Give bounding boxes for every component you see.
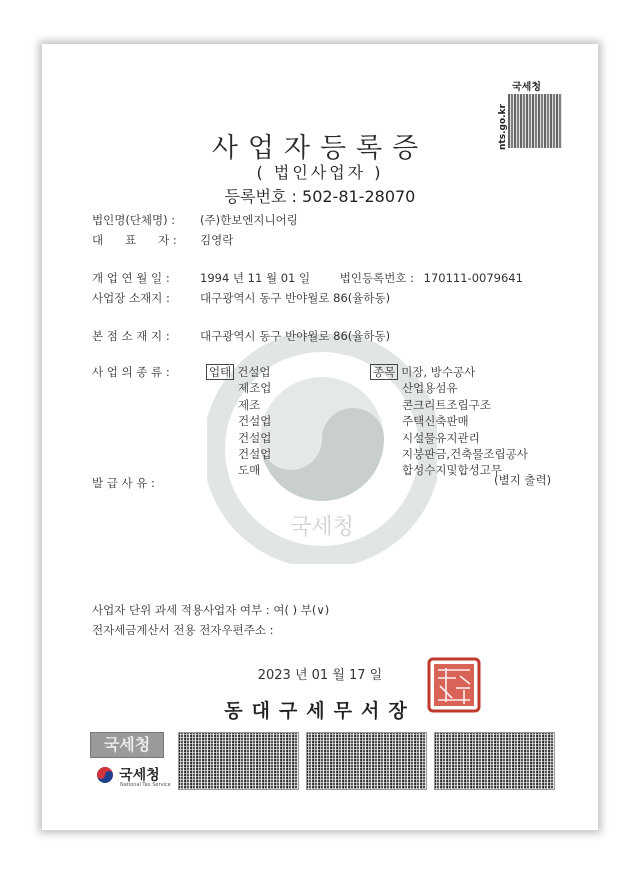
official-seal [426, 656, 482, 714]
open-date-row [92, 270, 523, 286]
nts-logo [96, 764, 171, 788]
hq-addr-row [92, 328, 390, 344]
rep-label: 대 표 자 : [92, 233, 177, 247]
registration-number: 등록번호 : 502-81-28070 [224, 187, 416, 206]
biz-type-tag: 업태 [206, 364, 234, 380]
business-type-row: 건설업 [238, 414, 272, 429]
biz-addr-row [92, 290, 390, 306]
business-item-row: 주택신축판매 [402, 414, 469, 429]
issue-note: (별지 출력) [494, 473, 552, 487]
business-type-row: 도매 [238, 463, 261, 478]
tax-office-name: 동대구세무서장 [224, 700, 416, 722]
biz-addr-label: 사업장 소재지 : [92, 291, 170, 305]
business-item: 미장, 방수공사 [401, 365, 476, 379]
corp-name-row [92, 212, 298, 228]
issue-date: 2023 년 01 월 17 일 [257, 668, 383, 683]
biz-item-tag: 종목 [370, 364, 398, 380]
site-url: nts.go.kr [497, 104, 508, 150]
business-items [370, 364, 528, 479]
certificate-subtitle: ( 법인사업자 ) [256, 163, 384, 182]
open-date-label: 개 업 연 월 일 : [92, 271, 170, 285]
business-type-row: 제조업 [238, 381, 272, 396]
business-item-row [370, 364, 528, 380]
corp-name: (주)한보엔지니어링 [200, 213, 298, 227]
rep-row [92, 232, 233, 248]
barcode-1 [178, 732, 299, 790]
nts-logo-english: National Tax Service [120, 781, 171, 788]
certificate-title: 사업자등록증 [211, 133, 429, 164]
nts-logo-icon [96, 766, 114, 784]
hq-addr: 대구광역시 동구 반야월로 86(율하동) [200, 329, 391, 343]
business-item-row: 산업용섬유 [402, 381, 458, 396]
business-type-row: 건설업 [238, 447, 272, 462]
nts-logo-name: 국세청 [119, 767, 160, 784]
email-line: 전자세금계산서 전용 전자우편주소 : [92, 623, 274, 637]
business-type-row: 건설업 [238, 430, 272, 445]
issue-reason-label: 발 급 사 유 : [92, 476, 155, 490]
biz-type-label: 사 업 의 종 류 : [92, 365, 170, 379]
certificate-sheet [42, 44, 598, 830]
business-item-row: 지붕판금,건축물조립공사 [402, 447, 528, 462]
business-type: 건설업 [237, 365, 271, 379]
biz-addr: 대구광역시 동구 반야월로 86(율하동) [200, 291, 391, 305]
watermark-text: 국세청 [290, 515, 354, 540]
business-item-row: 시설물유지관리 [402, 430, 480, 445]
business-type-row: 제조 [238, 397, 261, 412]
business-item-row: 콘크리트조립구조 [402, 397, 491, 412]
corp-reg-number: 170111-0079641 [423, 271, 523, 285]
rep-name: 김영락 [200, 233, 234, 247]
unit-tax-line: 사업자 단위 과세 적용사업자 여부 : 여( ) 부(∨) [92, 603, 330, 617]
agency-mark: 국세청 [512, 82, 541, 93]
barcode-3 [434, 732, 555, 790]
corp-name-label: 법인명(단체명) : [92, 213, 176, 227]
business-item-row: 합성수지및합성고무 [402, 463, 502, 478]
bottom-stamp: 국세청 [90, 732, 164, 758]
corp-reg-label: 법인등록번호 : [339, 271, 414, 285]
hq-addr-label: 본 점 소 재 지 : [92, 329, 170, 343]
open-date: 1994 년 11 월 01 일 [200, 271, 311, 285]
business-type-row [206, 364, 271, 380]
business-types [206, 364, 271, 479]
barcode-2 [306, 732, 427, 790]
